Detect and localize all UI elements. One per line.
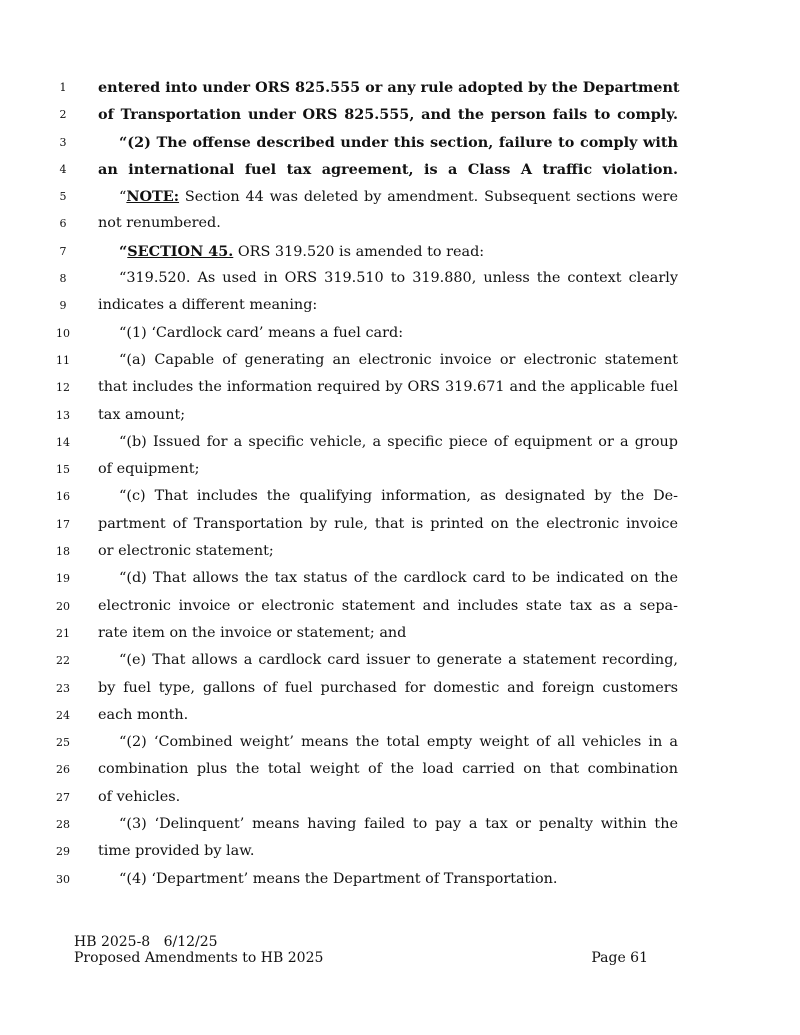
- document-line: [0, 866, 800, 893]
- line-segment: “(b) Issued for a specific vehicle, a specific piece of equipment or a group: [119, 433, 678, 450]
- line-number: 11: [56, 353, 70, 367]
- line-segment: or electronic statement;: [98, 543, 274, 560]
- line-number: 8: [59, 272, 67, 286]
- footer-row-1: [74, 934, 654, 950]
- line-number: 9: [59, 299, 67, 313]
- line-number: 28: [56, 818, 70, 832]
- line-text: [98, 483, 678, 510]
- document-line: [0, 620, 800, 647]
- line-segment: “(3) ‘Delinquent’ means having failed to pay a tax or penalty within the: [119, 816, 678, 833]
- line-text: [98, 292, 678, 319]
- line-number: 12: [56, 381, 70, 395]
- document-line: [0, 647, 800, 674]
- line-segment: “(c) That includes the qualifying information, as designated by the De-: [119, 488, 678, 505]
- line-segment: “(e) That allows a cardlock card issuer to generate a statement recording,: [119, 652, 678, 669]
- line-text: [98, 675, 678, 702]
- line-segment: “: [119, 242, 128, 260]
- line-text: [98, 156, 678, 184]
- line-segment: SECTION 45.: [127, 242, 234, 260]
- document-line: [0, 675, 800, 702]
- document-line: [0, 702, 800, 729]
- line-text: [98, 593, 678, 620]
- line-segment: “(2) ‘Combined weight’ means the total empty weight of all vehicles in a: [119, 734, 678, 751]
- document-line: [0, 784, 800, 811]
- document-line: [0, 456, 800, 483]
- line-number: 13: [56, 408, 70, 422]
- document-line: [0, 593, 800, 620]
- line-number: 26: [56, 763, 70, 777]
- page-number: Page 61: [591, 950, 648, 966]
- line-segment: electronic invoice or electronic statement and includes state tax as a sepa-: [98, 597, 678, 614]
- bill-id: HB 2025-8 6/12/25: [74, 934, 218, 950]
- line-segment: of Transportation under ORS 825.555, and the person fails to comply.: [98, 106, 678, 124]
- document-line: [0, 483, 800, 510]
- line-number: 17: [56, 517, 70, 531]
- document-line: [0, 74, 800, 101]
- line-text: [98, 565, 678, 592]
- line-segment: that includes the information required by ORS 319.671 and the applicable fuel: [98, 379, 678, 396]
- line-number: 4: [59, 162, 67, 176]
- line-number: 1: [59, 81, 67, 94]
- line-text: [98, 265, 678, 292]
- line-number: 6: [59, 217, 67, 231]
- document-body: [0, 74, 800, 893]
- line-text: [98, 756, 678, 783]
- footer-description: Proposed Amendments to HB 2025: [74, 950, 324, 966]
- document-line: [0, 565, 800, 592]
- line-text: [98, 183, 678, 211]
- document-line: [0, 238, 800, 265]
- document-line: [0, 374, 800, 401]
- line-segment: ORS 319.520 is amended to read:: [233, 243, 485, 260]
- line-segment: “: [119, 189, 127, 206]
- line-number: 3: [59, 135, 67, 149]
- line-text: [98, 620, 678, 647]
- line-text: [98, 866, 678, 893]
- line-segment: of equipment;: [98, 461, 200, 478]
- document-line: [0, 183, 800, 210]
- line-number: 18: [56, 545, 70, 559]
- line-segment: “(a) Capable of generating an electronic invoice or electronic statement: [119, 351, 678, 368]
- document-line: [0, 347, 800, 374]
- line-segment: tax amount;: [98, 406, 186, 423]
- line-number: 15: [56, 463, 70, 477]
- line-segment: “(2) The offense described under this section, failure to comply with: [119, 133, 678, 151]
- line-text: [98, 838, 678, 865]
- line-text: [98, 511, 678, 538]
- document-line: [0, 101, 800, 128]
- line-number: 24: [56, 708, 70, 722]
- line-segment: NOTE:: [126, 188, 180, 206]
- line-segment: time provided by law.: [98, 843, 255, 860]
- line-segment: an international fuel tax agreement, is a Class A traffic violation.: [98, 160, 678, 178]
- line-number: 5: [59, 190, 67, 204]
- document-line: [0, 265, 800, 292]
- line-text: [98, 702, 678, 729]
- line-text: [98, 129, 678, 157]
- line-number: 2: [59, 108, 67, 122]
- footer-row-2: [74, 950, 654, 966]
- document-line: [0, 838, 800, 865]
- document-line: [0, 756, 800, 783]
- line-text: [98, 429, 678, 456]
- line-text: [98, 320, 678, 347]
- document-line: [0, 429, 800, 456]
- line-segment: “319.520. As used in ORS 319.510 to 319.880, unless the context clearly: [119, 270, 678, 287]
- line-text: [98, 210, 678, 237]
- line-number: 20: [56, 599, 70, 613]
- line-text: [98, 811, 678, 838]
- line-number: 22: [56, 654, 70, 668]
- line-number: 21: [56, 626, 70, 640]
- line-text: [98, 101, 678, 129]
- document-line: [0, 811, 800, 838]
- line-text: [98, 238, 678, 266]
- line-number: 25: [56, 736, 70, 750]
- line-segment: “(1) ‘Cardlock card’ means a fuel card:: [119, 324, 404, 341]
- line-number: 23: [56, 681, 70, 695]
- line-number: 14: [56, 435, 70, 449]
- line-text: [98, 402, 678, 429]
- line-segment: rate item on the invoice or statement; and: [98, 624, 407, 641]
- line-segment: Section 44 was deleted by amendment. Subsequent sections were: [179, 189, 678, 206]
- line-text: [98, 456, 678, 483]
- page-footer: [74, 934, 654, 966]
- document-line: [0, 210, 800, 237]
- document-line: [0, 292, 800, 319]
- line-segment: indicates a different meaning:: [98, 297, 318, 314]
- line-segment: combination plus the total weight of the load carried on that combination: [98, 761, 678, 778]
- document-line: [0, 511, 800, 538]
- document-line: [0, 538, 800, 565]
- line-number: 30: [56, 872, 70, 886]
- line-number: 10: [56, 326, 70, 340]
- line-segment: entered into under ORS 825.555 or any rule adopted by the Department: [98, 79, 680, 96]
- line-text: [98, 74, 678, 102]
- document-line: [0, 129, 800, 156]
- line-segment: not renumbered.: [98, 215, 221, 232]
- line-text: [98, 729, 678, 756]
- line-segment: each month.: [98, 706, 189, 723]
- line-number: 16: [56, 490, 70, 504]
- line-text: [98, 784, 678, 811]
- line-segment: “(d) That allows the tax status of the cardlock card to be indicated on the: [119, 570, 678, 587]
- line-number: 27: [56, 790, 70, 804]
- line-segment: by fuel type, gallons of fuel purchased for domestic and foreign customers: [98, 679, 678, 696]
- line-number: 7: [59, 244, 67, 258]
- document-line: [0, 320, 800, 347]
- document-line: [0, 402, 800, 429]
- line-number: 19: [56, 572, 70, 586]
- line-text: [98, 374, 678, 401]
- document-line: [0, 156, 800, 183]
- line-segment: “(4) ‘Department’ means the Department of Transportation.: [119, 870, 558, 887]
- line-segment: partment of Transportation by rule, that is printed on the electronic invoice: [98, 515, 678, 532]
- line-segment: of vehicles.: [98, 788, 181, 805]
- line-text: [98, 347, 678, 374]
- line-text: [98, 538, 678, 565]
- line-text: [98, 647, 678, 674]
- document-line: [0, 729, 800, 756]
- line-number: 29: [56, 845, 70, 859]
